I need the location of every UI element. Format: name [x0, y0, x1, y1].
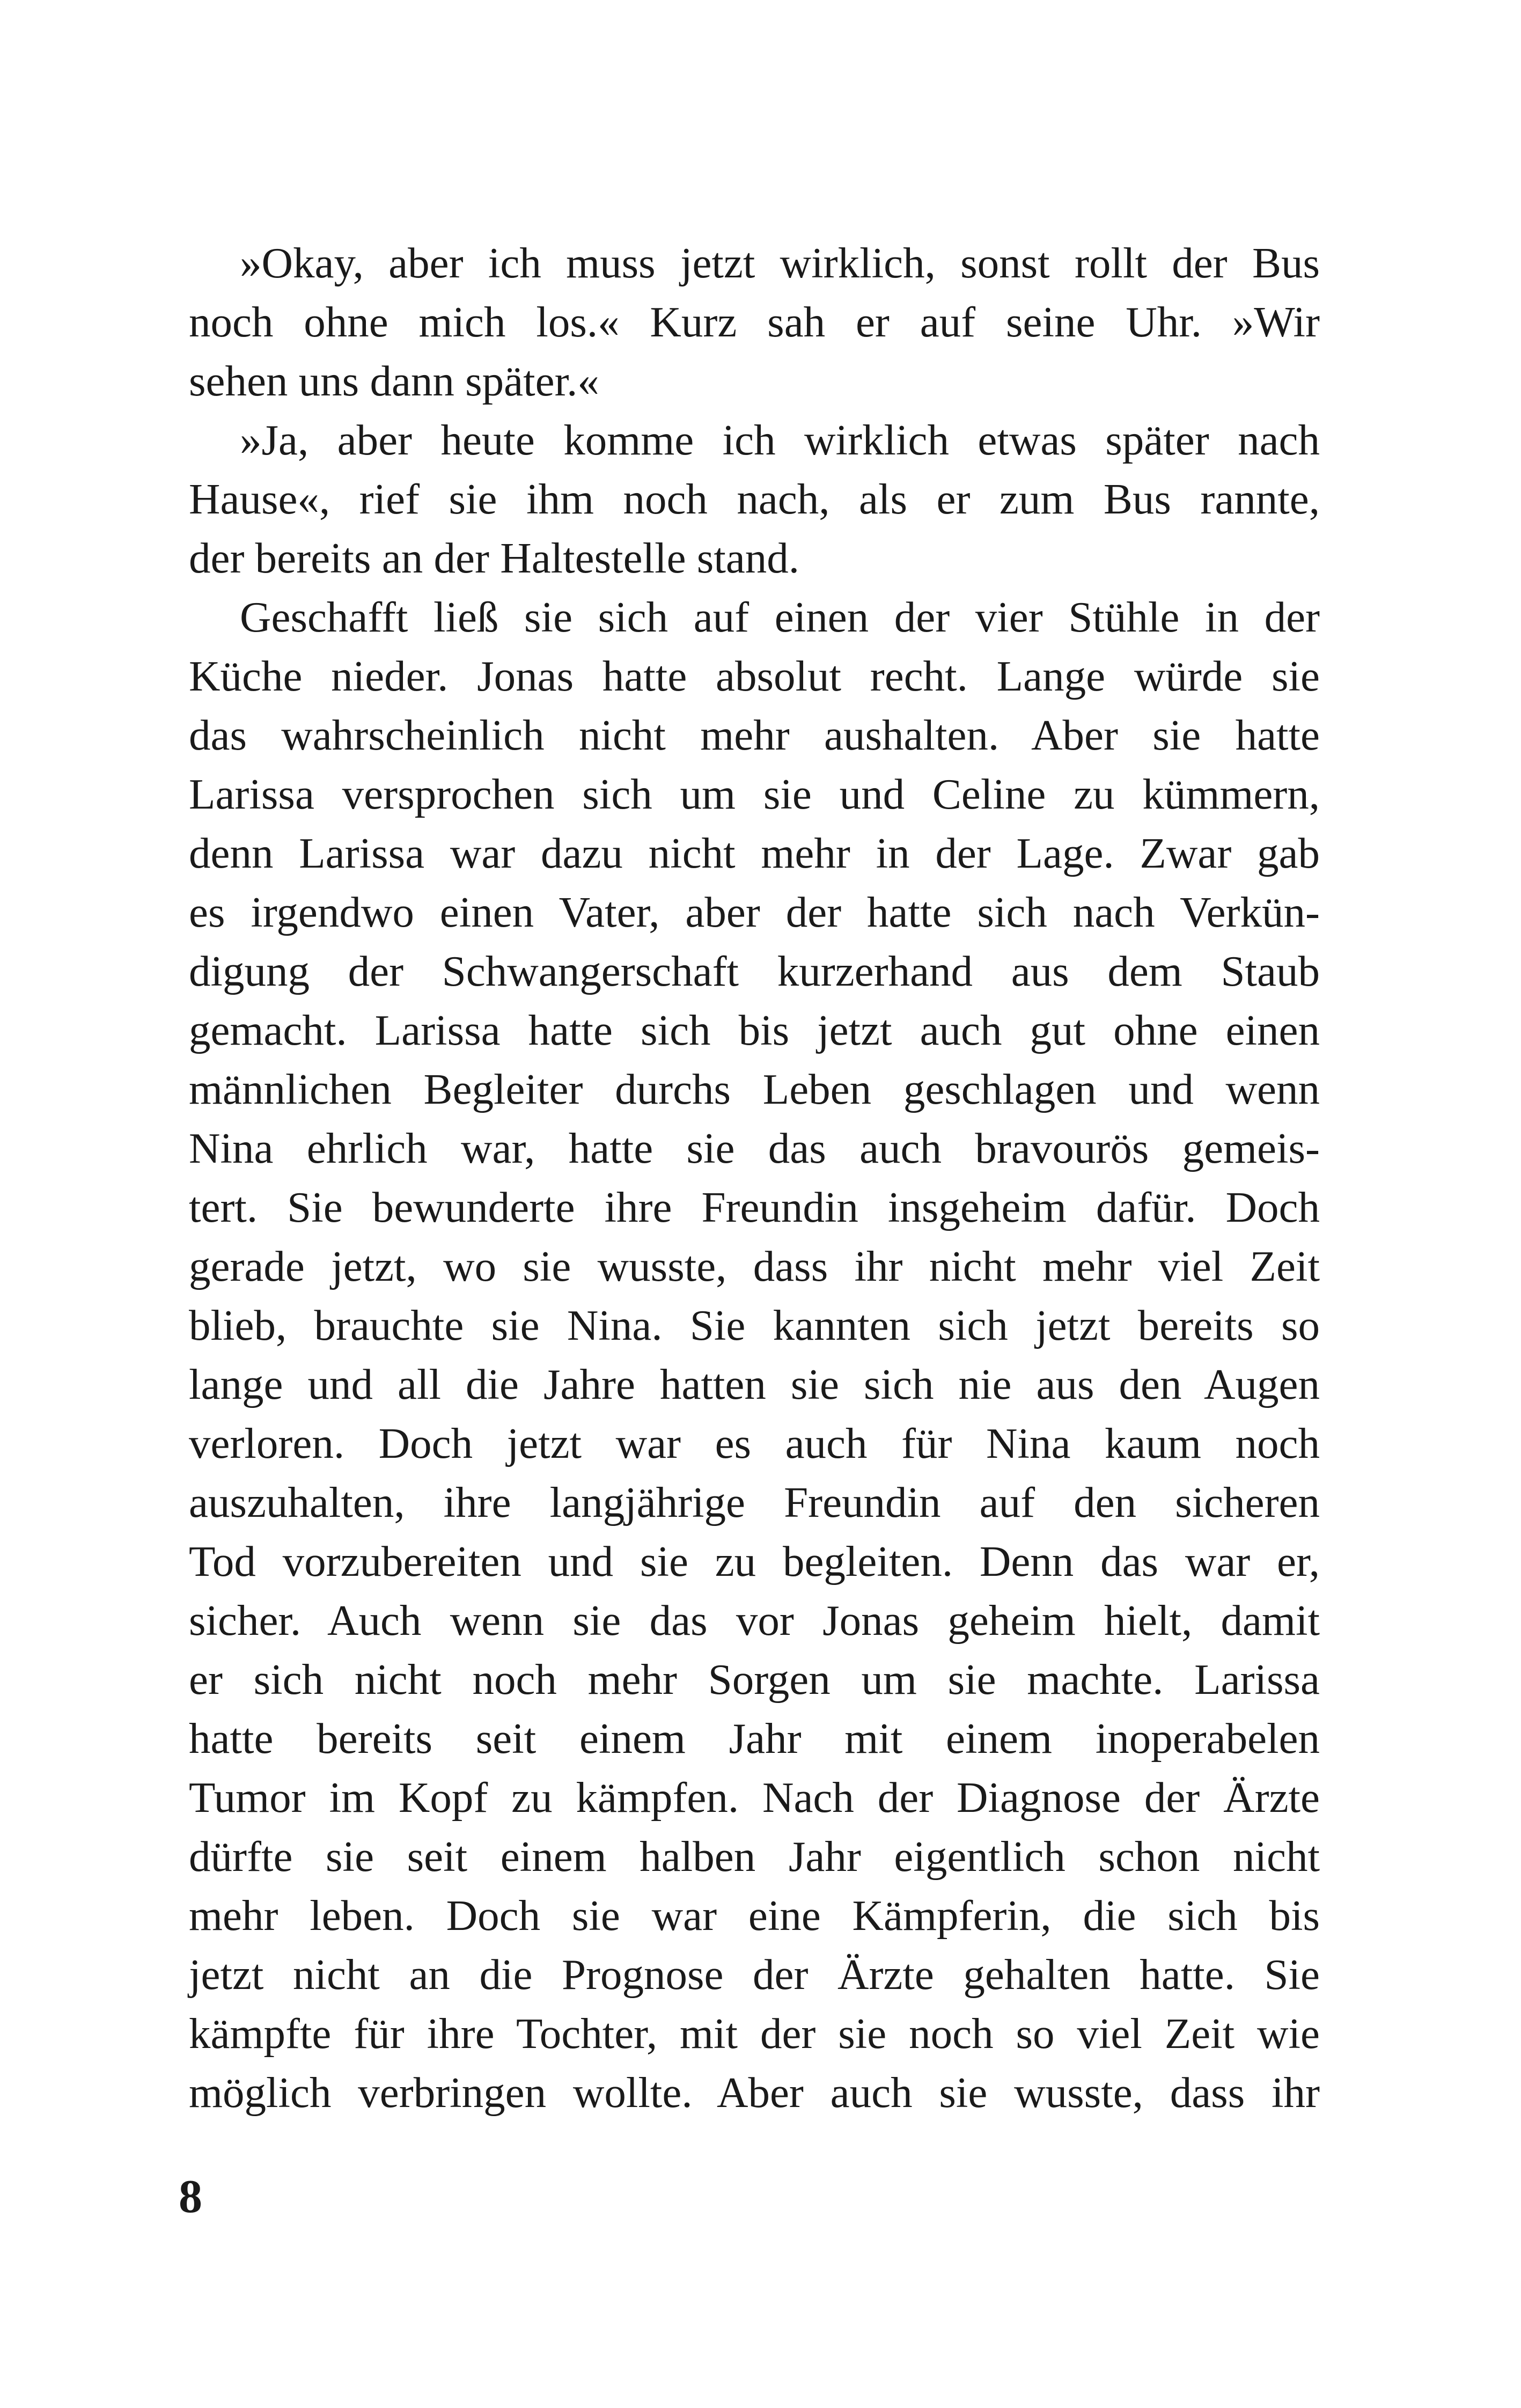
text-line: lange und all die Jahre hatten sie sich nie aus den Augen: [189, 1360, 1320, 1408]
paragraph-first-line: Geschafft ließ sie sich auf einen der vier Stühle in der: [240, 593, 1320, 641]
text-line: mehr leben. Doch sie war eine Kämpferin, die sich bis: [189, 1891, 1320, 1940]
page-number: 8: [179, 2171, 202, 2223]
text-line: gerade jetzt, wo sie wusste, dass ihr nicht mehr viel Zeit: [189, 1242, 1320, 1290]
text-line: Küche nieder. Jonas hatte absolut recht. Lange würde sie: [189, 652, 1320, 700]
text-line: dürfte sie seit einem halben Jahr eigentlich schon nicht: [189, 1832, 1320, 1881]
text-line: kämpfte für ihre Tochter, mit der sie noch so viel Zeit wie: [189, 2009, 1320, 2058]
text-line: männlichen Begleiter durchs Leben geschlagen und wenn: [189, 1065, 1320, 1113]
text-line: gemacht. Larissa hatte sich bis jetzt auch gut ohne einen: [189, 1006, 1320, 1054]
text-line: verloren. Doch jetzt war es auch für Nina kaum noch: [189, 1419, 1320, 1467]
text-line: digung der Schwangerschaft kurzerhand aus dem Staub: [189, 947, 1320, 995]
text-line: blieb, brauchte sie Nina. Sie kannten sich jetzt bereits so: [189, 1301, 1320, 1349]
text-line: denn Larissa war dazu nicht mehr in der Lage. Zwar gab: [189, 829, 1320, 877]
text-line: möglich verbringen wollte. Aber auch sie wusste, dass ihr: [189, 2068, 1320, 2117]
text-line: jetzt nicht an die Prognose der Ärzte gehalten hatte. Sie: [189, 1950, 1320, 1999]
text-line: das wahrscheinlich nicht mehr aushalten. Aber sie hatte: [189, 711, 1320, 759]
paragraph-first-line: »Ja, aber heute komme ich wirklich etwas später nach: [240, 416, 1320, 464]
text-line: hatte bereits seit einem Jahr mit einem inoperabelen: [189, 1714, 1320, 1763]
text-line: es irgendwo einen Vater, aber der hatte sich nach Verkün-: [189, 888, 1320, 936]
text-line: tert. Sie bewunderte ihre Freundin insgeheim dafür. Doch: [189, 1183, 1320, 1231]
text-line: sicher. Auch wenn sie das vor Jonas geheim hielt, damit: [189, 1596, 1320, 1645]
text-line: er sich nicht noch mehr Sorgen um sie machte. Larissa: [189, 1655, 1320, 1704]
body-text: [189, 233, 1320, 2122]
text-line: Tod vorzubereiten und sie zu begleiten. Denn das war er,: [189, 1537, 1320, 1585]
text-line: noch ohne mich los.« Kurz sah er auf seine Uhr. »Wir: [189, 298, 1320, 346]
text-line: der bereits an der Haltestelle stand.: [189, 534, 800, 582]
text-line: Hause«, rief sie ihm noch nach, als er zum Bus rannte,: [189, 475, 1320, 523]
text-line: Tumor im Kopf zu kämpfen. Nach der Diagnose der Ärzte: [189, 1773, 1320, 1822]
paragraph-first-line: »Okay, aber ich muss jetzt wirklich, sonst rollt der Bus: [240, 239, 1320, 287]
text-line: Nina ehrlich war, hatte sie das auch bravourös gemeis-: [189, 1124, 1320, 1172]
text-line: auszuhalten, ihre langjährige Freundin auf den sicheren: [189, 1478, 1320, 1526]
text-line: Larissa versprochen sich um sie und Celine zu kümmern,: [189, 770, 1320, 818]
text-line: sehen uns dann später.«: [189, 357, 599, 405]
